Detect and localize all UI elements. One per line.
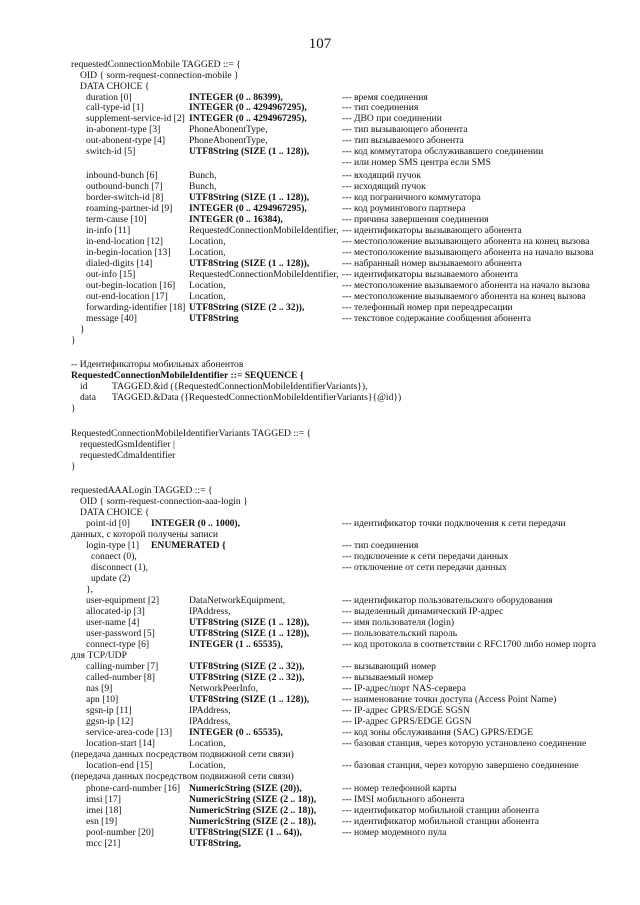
line-segment: },	[86, 584, 94, 595]
line-segment: NumericString (SIZE (20)),	[189, 783, 302, 794]
line-segment: }	[71, 461, 76, 472]
line-segment: nas [9]	[86, 683, 113, 694]
line-segment: disconnect (1),	[91, 562, 149, 573]
line-segment: Bunch,	[189, 170, 217, 181]
line-segment: RequestedConnectionMobileIdentifierVariants TAGGED ::= {	[71, 428, 312, 439]
line-comment: --- IP-адрес GPRS/EDGE SGSN	[342, 705, 470, 716]
line-segment: (передача данных посредством подвижной сети связи)	[71, 749, 294, 760]
line-comment: --- местоположение вызывающего абонента на конец вызова	[342, 236, 590, 247]
line-segment: INTEGER (0 .. 1000),	[151, 518, 241, 529]
listing-line	[0, 574, 640, 585]
line-segment: requestedCdmaIdentifier	[80, 450, 176, 461]
line-segment: UTF8String(SIZE (1 .. 64)),	[189, 827, 302, 838]
line-segment: Location,	[189, 280, 226, 291]
line-segment: user-equipment [2]	[86, 595, 160, 606]
line-comment: --- номер модемного пула	[342, 827, 447, 838]
line-segment: INTEGER (0 .. 4294967295),	[189, 113, 307, 124]
line-segment: ggsn-ip [12]	[86, 716, 134, 727]
line-comment: --- идентификаторы вызываемого абонента	[342, 269, 519, 280]
line-comment: --- исходящий пучок	[342, 181, 426, 192]
line-segment: login-type [1]	[86, 540, 140, 551]
line-segment: UTF8String (SIZE (1 .. 128)),	[189, 258, 310, 269]
line-comment: --- местоположение вызывающего абонента на начало вызова	[342, 247, 594, 258]
line-comment: --- IP-адрес GPRS/EDGE GGSN	[342, 716, 472, 727]
line-segment: sgsn-ip [11]	[86, 705, 132, 716]
line-segment: allocated-ip [3]	[86, 606, 145, 617]
line-segment: id	[80, 381, 88, 392]
line-segment: switch-id [5]	[86, 146, 136, 157]
line-segment: UTF8String (SIZE (1 .. 128)),	[189, 146, 310, 157]
listing-line	[0, 462, 640, 473]
line-segment: out-abonent-type [4]	[86, 135, 166, 146]
listing-line	[0, 772, 640, 783]
line-segment: data	[80, 392, 96, 403]
line-segment: NumericString (SIZE (2 .. 18)),	[189, 794, 317, 805]
line-comment: --- ДВО при соединении	[342, 113, 442, 124]
line-segment: ENUMERATED {	[151, 540, 226, 551]
line-segment: border-switch-id [8]	[86, 192, 164, 203]
line-comment: --- набранный номер вызываемого абонента	[342, 258, 522, 269]
line-comment: --- время соединения	[342, 92, 428, 103]
line-segment: DataNetworkEquipment,	[189, 595, 286, 606]
line-segment: inbound-bunch [6]	[86, 170, 158, 181]
line-segment: connect (0),	[91, 551, 137, 562]
line-comment: --- телефонный номер при переадресации	[342, 302, 513, 313]
listing-line	[0, 336, 640, 347]
line-comment: --- код роумингового партнера	[342, 203, 466, 214]
line-segment: outbound-bunch [7]	[86, 181, 163, 192]
line-segment: TAGGED.&Data ({RequestedConnectionMobileIdentifierVariants}{@id})	[112, 392, 402, 403]
line-segment: imei [18]	[86, 805, 122, 816]
line-segment: INTEGER (0 .. 4294967295),	[189, 102, 307, 113]
listing-line	[0, 393, 640, 404]
line-segment: service-area-code [13]	[86, 727, 173, 738]
listing-line	[0, 839, 640, 850]
line-segment: PhoneAbonentType,	[189, 135, 268, 146]
line-segment: mcc [21]	[86, 838, 121, 849]
line-segment: calling-number [7]	[86, 661, 159, 672]
line-comment: --- местоположение вызываемого абонента на начало вызова	[342, 280, 590, 291]
line-segment: UTF8String	[189, 313, 239, 324]
line-segment: -- Идентификаторы мобильных абонентов	[71, 359, 244, 370]
line-comment: --- местоположение вызываемого абонента на конец вызова	[342, 291, 586, 302]
line-segment: supplement-service-id [2]	[86, 113, 185, 124]
line-comment: --- входящий пучок	[342, 170, 422, 181]
line-segment: Location,	[189, 760, 226, 771]
line-segment: NumericString (SIZE (2 .. 18)),	[189, 816, 317, 827]
line-comment: --- код пограничного коммутатора	[342, 192, 481, 203]
line-comment: --- идентификатор точки подключения к сети передачи	[342, 518, 566, 529]
line-segment: connect-type [6]	[86, 639, 150, 650]
line-comment: --- тип вызываемого абонента	[342, 135, 464, 146]
line-comment: --- причина завершения соединения	[342, 214, 489, 225]
line-segment: UTF8String (SIZE (2 .. 32)),	[189, 661, 305, 672]
listing-line	[0, 314, 640, 325]
line-segment: RequestedConnectionMobileIdentifier,	[189, 225, 339, 236]
line-comment: --- код зоны обслуживания (SAC) GPRS/EDGE	[342, 727, 534, 738]
line-segment: Location,	[189, 738, 226, 749]
line-segment: DATA CHOICE {	[80, 507, 150, 518]
line-comment: --- подключение к сети передачи данных	[342, 551, 509, 562]
listing-line	[0, 158, 640, 169]
listing-line	[0, 451, 640, 462]
line-comment: --- номер телефонной карты	[342, 783, 457, 794]
line-comment: --- выделенный динамический IP-адрес	[342, 606, 504, 617]
line-comment: --- идентификатор пользовательского оборудования	[342, 595, 553, 606]
line-comment: --- имя пользователя (login)	[342, 617, 455, 628]
line-segment: для TCP/UDP	[71, 650, 127, 661]
line-segment: in-begin-location [13]	[86, 247, 171, 258]
line-segment: duration [0]	[86, 92, 132, 103]
line-comment: --- или номер SMS центра если SMS	[342, 157, 491, 168]
line-comment: --- пользовательский пароль	[342, 628, 458, 639]
line-segment: }	[80, 324, 85, 335]
line-comment: --- идентификатор мобильной станции абонента	[342, 816, 539, 827]
line-segment: INTEGER (0 .. 65535),	[189, 727, 283, 738]
line-segment: OID { sorm-request-connection-aaa-login }	[80, 496, 248, 507]
line-segment: esn [19]	[86, 816, 118, 827]
line-segment: TAGGED.&id ({RequestedConnectionMobileIdentifierVariants}),	[112, 381, 368, 392]
line-comment: --- наименование точки доступа (Access Point Name)	[342, 694, 557, 705]
line-segment: phone-card-number [16]	[86, 783, 181, 794]
line-segment: RequestedConnectionMobileIdentifier ::= SEQUENCE {	[71, 370, 304, 381]
line-comment: --- отключение от сети передачи данных	[342, 562, 507, 573]
listing-line	[0, 147, 640, 158]
line-segment: (передача данных посредством подвижной сети связи)	[71, 771, 294, 782]
line-segment: NumericString (SIZE (2 .. 18)),	[189, 805, 317, 816]
line-comment: --- идентификатор мобильной станции абонента	[342, 805, 539, 816]
line-segment: }	[71, 403, 76, 414]
line-segment: dialed-digits [14]	[86, 258, 153, 269]
line-segment: called-number [8]	[86, 672, 155, 683]
line-segment: INTEGER (0 .. 86399),	[189, 92, 283, 103]
line-segment: UTF8String (SIZE (1 .. 128)),	[189, 628, 310, 639]
line-comment: --- тип соединения	[342, 102, 419, 113]
line-segment: apn [10]	[86, 694, 119, 705]
line-segment: Location,	[189, 236, 226, 247]
line-comment: --- базовая станция, через которую установлено соединение	[342, 738, 587, 749]
line-segment: call-type-id [1]	[86, 102, 144, 113]
line-segment: NetworkPeerInfo,	[189, 683, 258, 694]
line-segment: out-begin-location [16]	[86, 280, 176, 291]
line-segment: requestedAAALogin TAGGED ::= {	[71, 485, 213, 496]
line-segment: point-id [0]	[86, 518, 130, 529]
page-number: 107	[308, 36, 332, 52]
listing-line	[0, 404, 640, 415]
line-segment: UTF8String,	[189, 838, 241, 849]
line-segment: данных, с которой получены записи	[71, 529, 218, 540]
line-segment: INTEGER (0 .. 4294967295),	[189, 203, 307, 214]
line-segment: user-name [4]	[86, 617, 140, 628]
line-segment: out-info [15]	[86, 269, 136, 280]
line-segment: user-password [5]	[86, 628, 155, 639]
line-segment: PhoneAbonentType,	[189, 124, 268, 135]
line-segment: OID { sorm-request-connection-mobile }	[80, 70, 239, 81]
line-segment: requestedGsmIdentifier |	[80, 439, 175, 450]
line-segment: UTF8String (SIZE (2 .. 32)),	[189, 672, 305, 683]
line-segment: term-cause [10]	[86, 214, 147, 225]
line-comment: --- текстовое содержание сообщения абонента	[342, 313, 532, 324]
line-segment: DATA CHOICE {	[80, 81, 150, 92]
line-segment: IPAddress,	[189, 705, 231, 716]
line-segment: IPAddress,	[189, 716, 231, 727]
line-comment: --- вызывающий номер	[342, 661, 436, 672]
line-segment: INTEGER (0 .. 16384),	[189, 214, 283, 225]
line-segment: UTF8String (SIZE (2 .. 32)),	[189, 302, 305, 313]
line-comment: --- тип соединения	[342, 540, 419, 551]
line-segment: imsi [17]	[86, 794, 121, 805]
line-comment: --- код коммутатора обслуживавшего соединении	[342, 146, 544, 157]
line-segment: INTEGER (1 .. 65535),	[189, 639, 283, 650]
line-segment: IPAddress,	[189, 606, 231, 617]
line-segment: RequestedConnectionMobileIdentifier,	[189, 269, 339, 280]
line-segment: Bunch,	[189, 181, 217, 192]
line-comment: --- IP-адрес/порт NAS-сервера	[342, 683, 466, 694]
line-comment: --- базовая станция, через которую завершено соединение	[342, 760, 579, 771]
line-segment: UTF8String (SIZE (1 .. 128)),	[189, 617, 310, 628]
line-segment: roaming-partner-id [9]	[86, 203, 173, 214]
line-segment: UTF8String (SIZE (1 .. 128)),	[189, 694, 310, 705]
line-segment: in-info [11]	[86, 225, 131, 236]
line-segment: Location,	[189, 247, 226, 258]
line-segment: location-end [15]	[86, 760, 153, 771]
line-segment: }	[71, 335, 76, 346]
line-segment: message [40]	[86, 313, 137, 324]
line-comment: --- IMSI мобильного абонента	[342, 794, 465, 805]
line-segment: update (2)	[91, 573, 131, 584]
listing-line	[0, 325, 640, 336]
line-segment: pool-number [20]	[86, 827, 154, 838]
line-segment: UTF8String (SIZE (1 .. 128)),	[189, 192, 310, 203]
line-segment: out-end-location [17]	[86, 291, 168, 302]
line-comment: --- идентификаторы вызывающего абонента	[342, 225, 522, 236]
line-segment: in-end-location [12]	[86, 236, 163, 247]
line-comment: --- код протокола в соответствии с RFC1700 либо номер порта	[342, 639, 597, 650]
line-comment: --- тип вызывающего абонента	[342, 124, 468, 135]
line-segment: in-abonent-type [3]	[86, 124, 161, 135]
line-segment: requestedConnectionMobile TAGGED ::= {	[71, 59, 241, 70]
line-segment: forwarding-identifier [18]	[86, 302, 186, 313]
line-comment: --- вызываемый номер	[342, 672, 434, 683]
line-segment: Location,	[189, 291, 226, 302]
line-segment: location-start [14]	[86, 738, 155, 749]
